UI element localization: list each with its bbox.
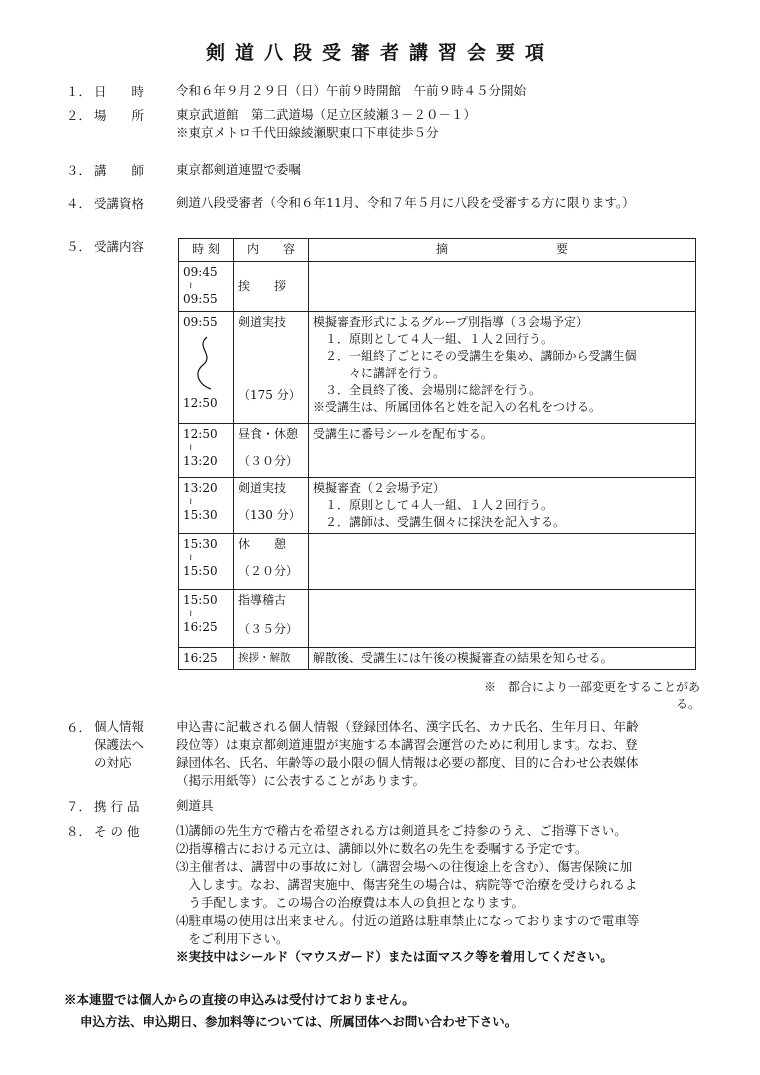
item-duration: （３０分） [238, 454, 299, 468]
summary-line: 々に講評を行う。 [313, 366, 446, 380]
privacy-line: 申込書に記載される個人情報（登録団体名、漢字氏名、カナ氏名、生年月日、年齢 [176, 719, 639, 734]
section-number: ４． [66, 196, 92, 211]
section-number: ２． [66, 108, 92, 123]
page-title: 剣道八段受審者講習会要項 [205, 42, 554, 64]
table-row [179, 534, 696, 590]
item-label: 挨拶・解散 [238, 652, 291, 664]
privacy-line: 段位等）は東京都剣道連盟が実施する本講習会運営のために利用します。なお、登 [176, 737, 638, 752]
item-label: 挨 拶 [238, 279, 287, 293]
time-start: 12:50 [183, 427, 218, 441]
section-label: 場 所 [94, 108, 145, 123]
time-start: 13:20 [183, 481, 218, 495]
time-end: 15:50 [183, 564, 218, 578]
time-start: 09:55 [183, 315, 218, 329]
section-label: 日 時 [94, 84, 145, 99]
item-duration: （２０分） [238, 564, 299, 578]
time-tilde: ≀ [189, 497, 193, 507]
summary-line: 模擬審査（２会場予定） [313, 481, 446, 495]
time-start: 16:25 [183, 651, 218, 665]
privacy-line: 録団体名、氏名、年齢等の最小限の個人情報は必要の都度、目的に合わせ公表媒体 [176, 755, 639, 770]
summary-line: １．原則として４人一組、１人２回行う。 [313, 498, 554, 512]
time-end: 16:25 [183, 620, 218, 634]
time-start: 15:30 [183, 537, 218, 551]
other-line: 入します。なお、講習実施中、傷害発生の場合は、病院等で治療を受けられるよ [176, 877, 638, 892]
section-label: 受講内容 [94, 239, 145, 254]
time-tilde: ≀ [189, 553, 193, 563]
summary-cell [309, 590, 696, 648]
summary-line: ２．一組終了ごとにその受講生を集め、講師から受講生個 [313, 349, 637, 363]
summary-line: 模擬審査形式によるグループ別指導（３会場予定） [313, 315, 589, 329]
item-label: 昼食・休憩 [238, 427, 299, 441]
section-text: 剣道具 [176, 798, 214, 813]
section-label: そ の 他 [94, 824, 140, 839]
time-end: 09:55 [183, 292, 218, 306]
footer-line-2: 申込方法、申込期日、参加料等については、所属団体へお問い合わせ下さい。 [80, 1014, 518, 1029]
summary-line: ２．講師は、受講生個々に採決を記入する。 [313, 515, 566, 529]
summary-cell [309, 262, 696, 312]
other-line: ⑶主催者は、講習中の事故に対し（講習会場への往復途上を含む）、傷害保険に加 [176, 859, 633, 874]
section-label: 受講資格 [94, 196, 145, 211]
section-label: の対応 [94, 755, 132, 770]
summary-cell [309, 534, 696, 590]
section-number: ５． [66, 239, 92, 254]
section-number: ３． [66, 163, 92, 178]
time-end: 12:50 [183, 396, 218, 410]
time-tilde: ≀ [189, 609, 193, 619]
shield-notice: ※実技中はシールド（マウスガード）または面マスク等を着用してください。 [176, 949, 613, 964]
table-row [179, 590, 696, 648]
summary-line: ３．全員終了後、会場別に総評を行う。 [313, 383, 542, 397]
schedule-note: ※ 都合により一部変更をすることがある。 [483, 680, 700, 711]
summary-line: 解散後、受講生には午後の模擬審査の結果を知らせる。 [313, 651, 613, 665]
table-row [179, 648, 696, 670]
other-line: ⑵指導稽古における元立は、講師以外に数名の先生を委嘱する予定です。 [176, 841, 588, 856]
schedule-table [178, 238, 696, 670]
section-text: 剣道八段受審者（令和６年11月、令和７年５月に八段を受審する方に限ります。） [176, 195, 635, 210]
privacy-line: （掲示用紙等）に公表することがあります。 [176, 773, 426, 788]
summary-line: １．原則として４人一組、１人２回行う。 [313, 332, 554, 346]
table-row [179, 262, 696, 312]
other-line: ⑷駐車場の使用は出来ません。付近の道路は駐車禁止になっておりますので電車等 [176, 913, 640, 928]
table-header-row [179, 239, 696, 262]
item-label: 剣道実技 [238, 315, 287, 329]
section-number: ６． [66, 720, 92, 735]
footer-line-1: ※本連盟では個人からの直接の申込みは受付けておりません。 [64, 992, 415, 1007]
time-tilde: ≀ [189, 443, 193, 453]
item-duration: （175 分） [238, 388, 301, 402]
other-line: をご利用下さい。 [176, 931, 289, 946]
time-start: 09:45 [183, 265, 218, 279]
section-label: 携 行 品 [94, 799, 140, 814]
summary-line: ※受講生は、所属団体名と姓を記入の名札をつける。 [313, 400, 602, 414]
item-label: 休 憩 [238, 537, 287, 551]
section-number: ８． [66, 824, 92, 839]
table-row [179, 424, 696, 478]
section-label: 個人情報 [94, 719, 145, 734]
wave-line-icon [191, 335, 217, 391]
venue-line: 東京武道館 第二武道場（足立区綾瀬３－２０－１） [176, 107, 477, 122]
section-label: 保護法へ [94, 737, 145, 752]
item-duration: （３５分） [238, 622, 299, 636]
section-text: 東京都剣道連盟で委嘱 [176, 162, 302, 177]
section-number: １． [66, 84, 92, 99]
table-row [179, 312, 696, 424]
other-line: う手配します。この場合の治療費は本人の負担となります。 [176, 895, 525, 910]
venue-access-line: ※東京メトロ千代田線綾瀬駅東口下車徒歩５分 [176, 125, 439, 140]
header-content: 内 容 [234, 239, 309, 262]
time-start: 15:50 [183, 593, 218, 607]
other-line: ⑴講師の先生方で稽古を希望される方は剣道具をご持参のうえ、ご指導下さい。 [176, 823, 627, 838]
item-label: 剣道実技 [238, 481, 287, 495]
time-end: 13:20 [183, 454, 218, 468]
time-end: 15:30 [183, 508, 218, 522]
header-summary: 摘 要 [309, 239, 696, 262]
section-number: ７． [66, 799, 92, 814]
header-time: 時 刻 [179, 239, 234, 262]
item-label: 指導稽古 [238, 593, 287, 607]
item-duration: （130 分） [238, 508, 301, 522]
time-tilde: ≀ [189, 281, 193, 291]
section-text: 令和６年９月２９日（日）午前９時開館 午前９時４５分開始 [176, 83, 527, 98]
summary-line: 受講生に番号シールを配布する。 [313, 427, 493, 441]
section-label: 講 師 [94, 163, 145, 178]
table-row [179, 478, 696, 534]
